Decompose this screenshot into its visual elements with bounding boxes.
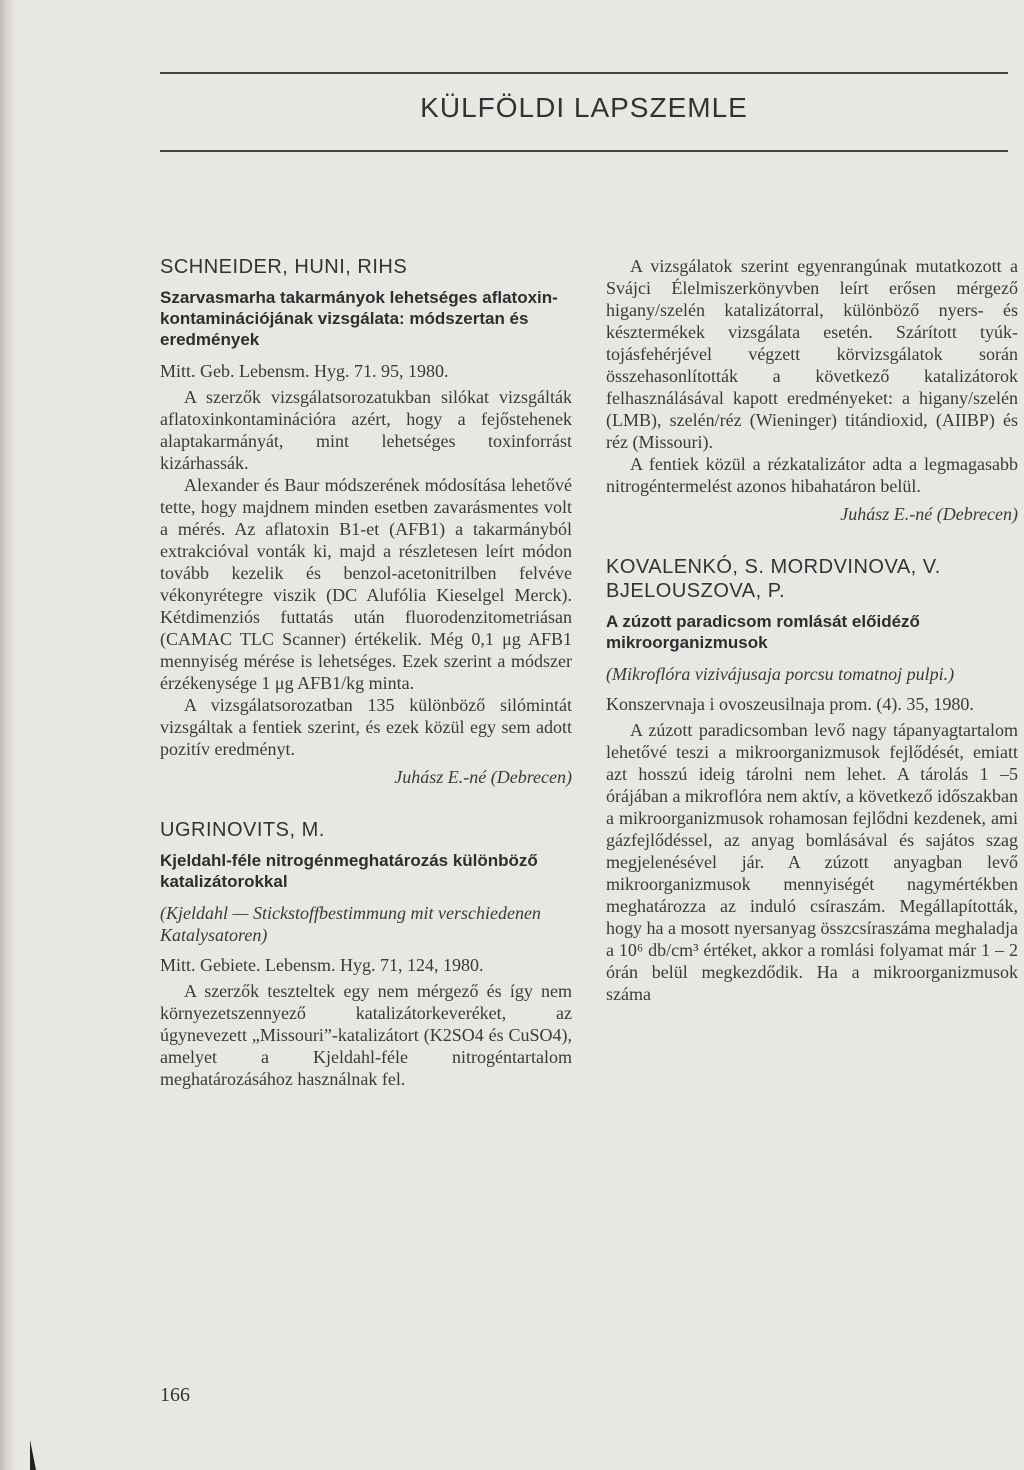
article-source: Konszervnaja i ovoszeusilnaja prom. (4). 35, 1980. (606, 694, 974, 714)
left-column (160, 255, 572, 1090)
article-ugrinovits-continued (606, 255, 1018, 525)
article-author: KOVALENKÓ, S. MORDVINOVA, V. BJELOUSZOVA, P. (606, 556, 941, 602)
article-ugrinovits (160, 818, 572, 1090)
article-original-title: (Kjeldahl — Stickstoffbestimmung mit verschiedenen Katalysatoren) (160, 903, 541, 945)
article-author: SCHNEIDER, HUNI, RIHS (160, 256, 408, 278)
header-rule-bottom (160, 150, 1008, 152)
header-rule-top (160, 72, 1008, 74)
page-binding-shadow (0, 0, 16, 1470)
page-header-title: KÜLFÖLDI LAPSZEMLE (420, 92, 748, 123)
article-signature: Juhász E.-né (Debrecen) (840, 504, 1018, 524)
article-paragraph: A vizsgálatsorozatban 135 különböző silómintát vizsgáltak a fentiek szerint, és ezek közül egy sem adott pozitív eredményt. (160, 695, 572, 759)
article-source: Mitt. Geb. Lebensm. Hyg. 71. 95, 1980. (160, 361, 449, 381)
article-original-title: (Mikroflóra vizivájusaja porcsu tomatnoj pulpi.) (606, 664, 955, 684)
article-schneider (160, 255, 572, 788)
article-author: UGRINOVITS, M. (160, 819, 325, 841)
page-number: 166 (160, 1384, 190, 1406)
article-paragraph: A fentiek közül a rézkatalizátor adta a legmagasabb nitrogéntermelést azonos hibahatáron belül. (606, 454, 1018, 496)
article-paragraph: A zúzott paradicsomban levő nagy tápanyagtartalom lehetővé teszi a mikroorganizmusok fejlődését, emiatt azt hosszú ideig tárolni nem lehet. A tárolás 1 –5 órájában a mikroflóra nem aktív, a következő időszakban a mikroorganizmusok rohamosan fejlődni kezdenek, ami gázfejlődéssel, az anyag bomlásával és sajátos szag megjelenésével jár. A zúzott anyagban levő mikroorganizmusok mennyiségét nagymértékben meghatározza az induló csíraszám. Megállapították, hogy ha a mosott nyersanyag összcsíraszáma meghaladja a 10⁶ db/cm³ értéket, akkor a romlási folyamat már 1 – 2 órán belül megkezdődik. Ha a mikroorganizmusok száma (606, 720, 1018, 1004)
article-title: Kjeldahl-féle nitrogénmeghatározás különböző katalizátorokkal (160, 851, 538, 891)
article-paragraph: A szerzők vizsgálatsorozatukban silókat vizsgálták aflatoxinkontaminációra azért, hogy a fejőstehenek alaptakarmányát, mint lehetséges toxinforrást kizárhassák. (160, 387, 572, 473)
right-column (606, 255, 1018, 1005)
article-kovalenko (606, 555, 1018, 1005)
article-paragraph: A vizsgálatok szerint egyenrangúnak mutatkozott a Svájci Élelmiszerkönyvben leírt erősen mérgező higany/szelén katalizátorral, különböző nyers- és késztermékek vizsgálata esetén. Szárított tyúk-tojásfehérjével végzett körvizsgálatok során összehasonlították a következő katalizátorok felhasználásával kapott eredményeket: a higany/szelén (LMB), szelén/réz (Wieninger) titándioxid, (AIIBP) és réz (Missouri). (606, 256, 1018, 452)
article-title: Szarvasmarha takarmányok lehetséges aflatoxin-kontaminációjának vizsgálata: módszertan és eredmények (160, 288, 558, 349)
corner-mark (30, 1440, 36, 1470)
article-paragraph: Alexander és Baur módszerének módosítása lehetővé tette, hogy majdnem minden esetben zavarásmentes volt a mérés. Az aflatoxin B1-et (AFB1) a takarmányból extrakcióval vonták ki, majd a részletesen leírt módon tovább kezelik és benzol-acetonitrilben felvéve vékonyrétegre viszik (DC Alufólia Kieselgel Merck). Kétdimenziós futtatás után fluorodenzitometriásan (CAMAC TLC Scanner) értékelik. Még 0,1 μg AFB1 mennyiség mérése is lehetséges. Ezek szerint a módszer érzékenysége 1 μg AFB1/kg minta. (160, 475, 572, 693)
article-title: A zúzott paradicsom romlását előidéző mikroorganizmusok (606, 612, 920, 652)
article-source: Mitt. Gebiete. Lebensm. Hyg. 71, 124, 1980. (160, 955, 484, 975)
article-paragraph: A szerzők teszteltek egy nem mérgező és így nem környezetszennyező katalizátorkeveréket, az úgynevezett „Missouri”-katalizátort (K2SO4 és CuSO4), amelyet a Kjeldahl-féle nitrogéntartalom meghatározásához használnak fel. (160, 981, 572, 1089)
article-signature: Juhász E.-né (Debrecen) (394, 767, 572, 787)
